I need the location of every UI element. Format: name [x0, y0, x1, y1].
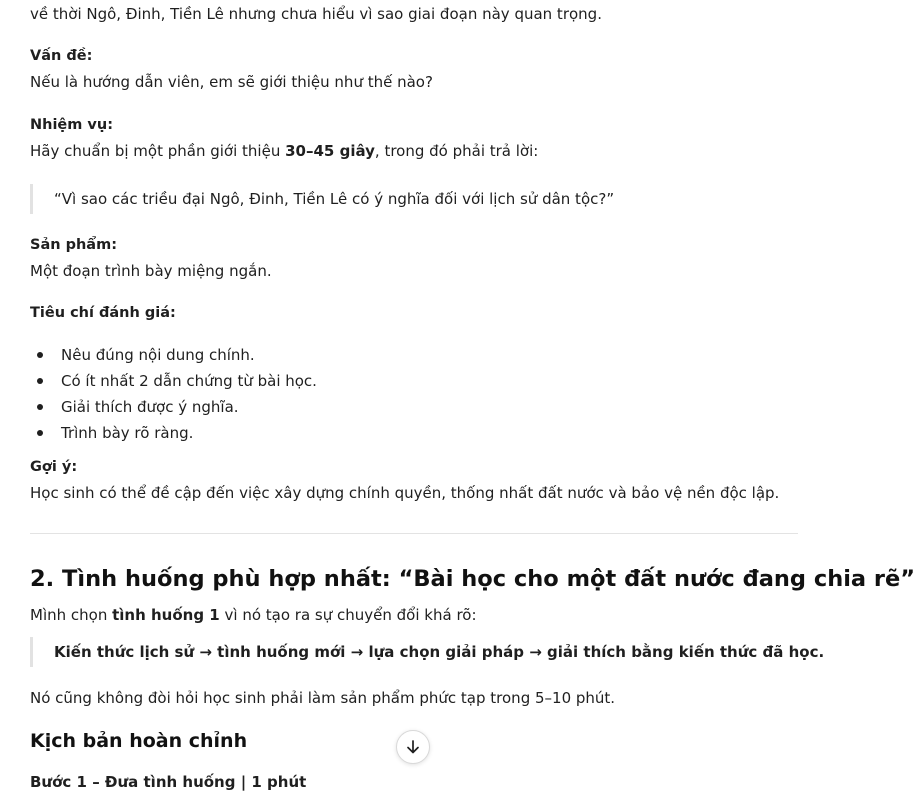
hint-text: Học sinh có thể đề cập đến việc xây dựng chính quyền, thống nhất đất nước và bảo vệ nền độc lập.: [30, 484, 780, 502]
list-item: Giải thích được ý nghĩa.: [30, 394, 317, 420]
product-label: Sản phẩm:: [30, 237, 117, 253]
choice-text-after: vì nó tạo ra sự chuyển đổi khá rõ:: [219, 606, 477, 624]
problem-label: Vấn đề:: [30, 48, 93, 64]
list-item: Nêu đúng nội dung chính.: [30, 342, 317, 368]
product-text: Một đoạn trình bày miệng ngắn.: [30, 262, 272, 280]
task-text-before: Hãy chuẩn bị một phần giới thiệu: [30, 142, 286, 160]
task-text: [30, 140, 538, 162]
choice-text: [30, 604, 477, 626]
hint-label: Gợi ý:: [30, 459, 78, 475]
list-item: Trình bày rõ ràng.: [30, 420, 317, 446]
problem-text: Nếu là hướng dẫn viên, em sẽ giới thiệu như thế nào?: [30, 73, 433, 91]
subheading: Kịch bản hoàn chỉnh: [30, 730, 248, 752]
task-text-after: , trong đó phải trả lời:: [374, 142, 539, 160]
criteria-label: Tiêu chí đánh giá:: [30, 305, 176, 321]
step1-heading: Bước 1 – Đưa tình huống | 1 phút: [30, 773, 307, 791]
choice-text-before: Mình chọn: [30, 606, 113, 624]
arrow-down-icon: [405, 739, 421, 755]
scroll-to-bottom-button[interactable]: [396, 730, 430, 764]
note-text: Nó cũng không đòi hỏi học sinh phải làm sản phẩm phức tạp trong 5–10 phút.: [30, 689, 616, 707]
flow-quote: Kiến thức lịch sử → tình huống mới → lựa chọn giải pháp → giải thích bằng kiến thức đã học.: [30, 637, 824, 667]
task-duration: 30–45 giây: [285, 142, 375, 160]
choice-bold: tình huống 1: [112, 606, 220, 624]
section-divider: [30, 533, 798, 534]
task-quote: “Vì sao các triều đại Ngô, Đinh, Tiền Lê có ý nghĩa đối với lịch sử dân tộc?”: [30, 184, 614, 214]
section-heading: 2. Tình huống phù hợp nhất: “Bài học cho một đất nước đang chia rẽ”: [30, 566, 915, 592]
task-label: Nhiệm vụ:: [30, 117, 113, 133]
intro-line: về thời Ngô, Đinh, Tiền Lê nhưng chưa hiểu vì sao giai đoạn này quan trọng.: [30, 5, 602, 23]
list-item: Có ít nhất 2 dẫn chứng từ bài học.: [30, 368, 317, 394]
criteria-list: [30, 342, 317, 446]
